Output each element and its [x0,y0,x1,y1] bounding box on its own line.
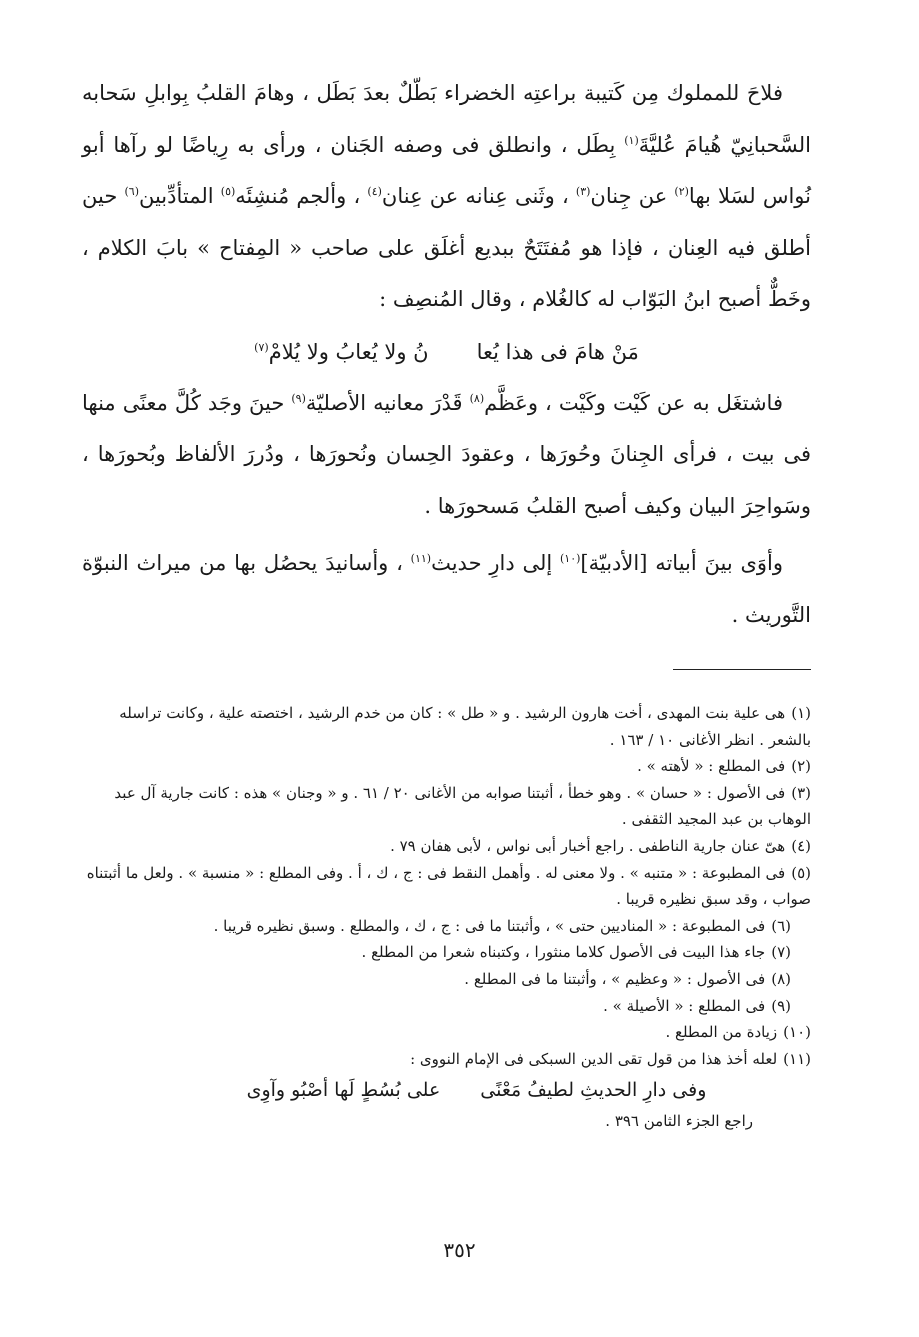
footnote-1 [82,700,811,753]
footnote-number: (٣) [791,783,811,802]
footnotes [82,700,811,1134]
footnote-text: هى علية بنت المهدى ، أخت هارون الرشيد . و « طل » : كان من خدم الرشيد ، اختصته علية ، وكانت تراسله بالشعر . انظر الأغانى ١٠ / ١٦٣ . [119,704,811,749]
footnote-ref[interactable]: (٢) [674,185,689,198]
footnote-text: هىّ عنان جارية الناطفى . راجع أخبار أبى نواس ، لأبى هفان ٧٩ . [390,836,786,855]
footnote-text: فى المطلع : « الأصيلة » . [603,996,766,1015]
footnote-ref[interactable]: (٣) [575,185,591,198]
footnote-text: زيادة من المطلع . [665,1023,778,1042]
footnote-divider [673,669,811,670]
footnote-number: (٨) [771,969,791,988]
footnote-text: فى المطبوعة : « المناديين حتى » ، وأثبتنا ما فى : ج ، ك ، والمطلع . وسبق نظيره قريبا . [213,916,766,935]
footnote-6 [82,913,811,940]
verse-second-hemistich [254,326,428,378]
footnote-text: فى الأصول : « وعظيم » ، وأثبتنا ما فى المطلع . [464,969,766,988]
text-run: حين أطلق فيه العِنان ، فإذا هو مُفتَتَحٌ ببديع أغلَق على صاحب « المِفتاح » بابَ الكلام ، وخَطٌّ أصبح ابنُ البَوّاب له كالغُلام ، وقال المُنصِف : [82,184,811,311]
page-number: ٣٥٢ [443,1238,476,1262]
footnote-8 [82,966,811,993]
paragraph-3 [82,538,811,641]
footnote-7 [82,939,811,966]
footnote-ref[interactable]: (٥) [220,185,236,198]
text-run: حينَ وجَد كُلَّ معنًى منها فى بيت ، فرأى الجِنانَ وحُورَها ، وعقودَ الحِسان ونُحورَها ، ودُررَ الألفاظ وبُحورَها ، وسَواحِرَ البيان وكيف أصبح القلبُ مَسحورَها . [82,390,811,518]
verse-first-hemistich: مَنْ هامَ فى هذا يُعا [476,339,639,364]
footnote-ref[interactable]: (١٠) [560,552,581,565]
footnote-3 [82,780,811,833]
footnote-verse-second: على بُسُطٍ لَها أصْبُو وآوِى [246,1079,441,1102]
footnote-number: (٦) [771,916,791,935]
text-run: فاشتغَل به عن كَيْت وكَيْت ، وعَظَّم [484,390,783,415]
text-run: وأوَى بينَ أبياته [الأدبيّة] [580,551,784,575]
footnote-number: (١١) [783,1049,811,1068]
footnote-ref[interactable]: (٨) [469,391,485,405]
verse-line [82,326,811,378]
footnote-9 [82,993,811,1020]
text-run: قَدْرَ معانيه الأصليّة [305,390,470,415]
text-run: إلى دارِ حديث [431,551,560,575]
text-run: بِطَل ، وانطلق فى وصفه الجَنان ، ورأى به رِياضًا لو رآها أبو نُواس لسَلا بها [82,132,811,208]
text-run: عن جِنان [590,184,675,208]
footnote-number: (٥) [791,863,811,882]
footnote-verse [82,1072,811,1108]
text-run: ، وألجم مُنشِئَه [235,184,368,208]
footnote-ref[interactable]: (٦) [124,185,139,198]
footnote-text: لعله أخذ هذا من قول تقى الدين السبكى فى الإمام النووى : [410,1049,778,1068]
footnote-reference: راجع الجزء الثامن ٣٩٦ . [605,1112,753,1131]
text-run: ، وأسانيدَ يحصُل بها من ميراث النبوّة التَّوريث . [82,551,811,627]
footnote-ref[interactable]: (٩) [291,391,306,405]
paragraph-2 [82,378,811,533]
footnote-ref[interactable]: (١١) [410,552,432,565]
text-run: نُ ولا يُعابُ ولا يُلامْ [268,339,429,364]
paragraph-1 [82,68,811,326]
footnote-number: (٩) [771,996,791,1015]
footnote-number: (٤) [791,836,811,855]
footnote-11 [82,1046,811,1073]
footnote-number: (٧) [771,943,791,962]
footnote-number: (١٠) [783,1023,811,1042]
footnote-5 [82,860,811,913]
footnote-number: (٢) [791,757,811,776]
footnote-10 [82,1019,811,1046]
footnote-text: فى المطبوعة : « متنبه » . ولا معنى له . وأهمل النقط فى : ج ، ك ، أ . وفى المطلع : « منسبة » . ولعل ما أثبتناه صواب ، وقد سبق نظيره قريبا . [86,863,811,909]
text-run: المتأدِّبين [138,184,221,208]
footnote-text: فى الأصول : « حسان » . وهو خطأ ، أثبتنا صوابه من الأغانى ٢٠ / ٦١ . و « وجنان » هذه : كانت جارية آل عبد الوهاب بن عبد المجيد الثقفى . [114,783,811,829]
footnote-2 [82,753,811,780]
footnote-4 [82,833,811,860]
footnote-text: فى المطلع : « لأهته » . [637,757,786,776]
footnote-ref[interactable]: (٧) [254,340,269,354]
text-run: ، وثَنى عِنانه عن عِنان [381,184,576,208]
main-text [82,68,811,641]
footnote-ref[interactable]: (١) [624,133,639,147]
footnote-text: جاء هذا البيت فى الأصول كلاما منثورا ، وكتبناه شعرا من المطلع . [361,943,766,962]
footnote-number: (١) [791,704,811,722]
text-run: فلاحَ للمملوك مِن كَتيبة براعتِه الخضراء بَطّلٌ بعدَ بَطَل ، وهامَ القلبُ بِوابلِ سَحابه السَّحبانِيّ هُيامَ عُليَّةَ [82,81,811,157]
footnote-verse-first: وفى دارِ الحديثِ لطيفُ مَعْنًى [480,1079,707,1102]
footnote-ref[interactable]: (٤) [367,185,382,198]
